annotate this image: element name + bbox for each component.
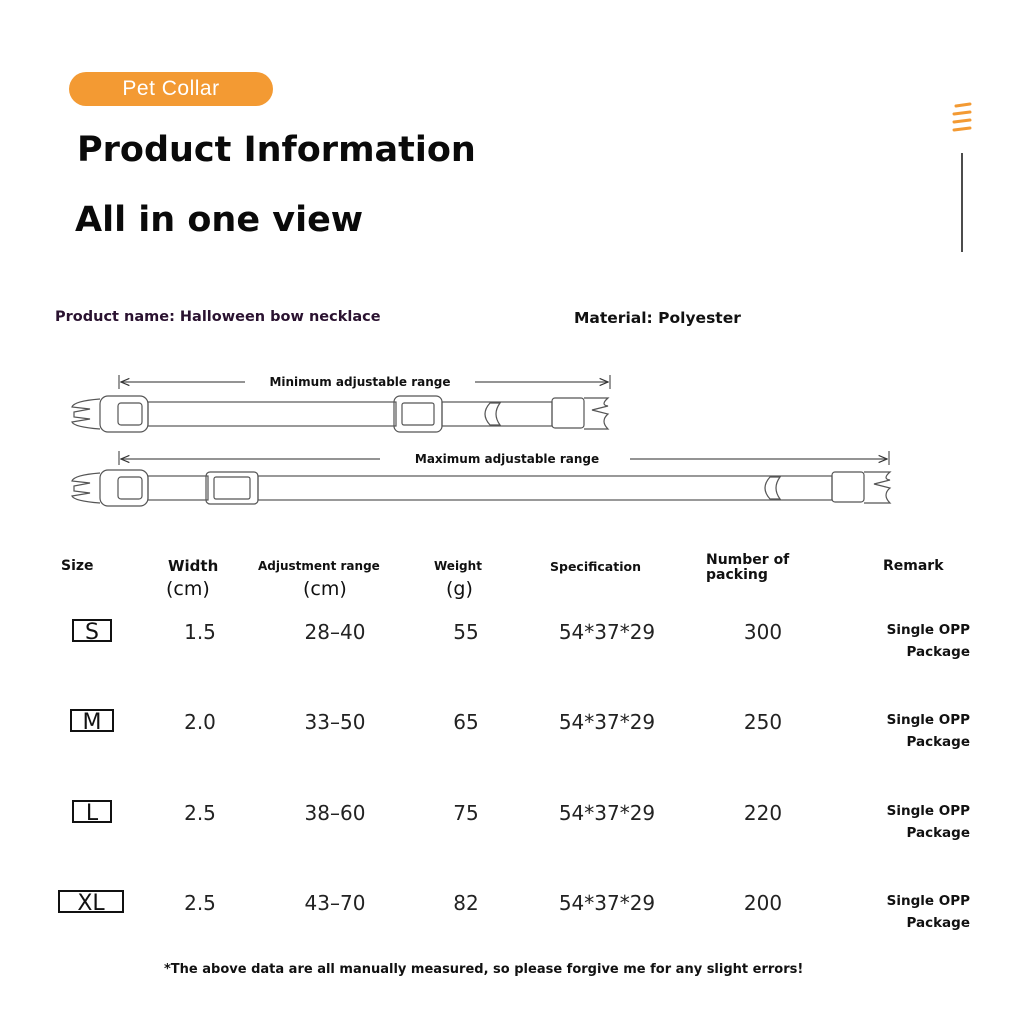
cell-spec: 54*37*29: [558, 891, 656, 915]
header-size: Size: [61, 558, 94, 574]
cell-range: 43–70: [304, 891, 366, 915]
size-badge: M: [70, 709, 114, 732]
cell-range: 38–60: [304, 801, 366, 825]
header-specification: Specification: [550, 559, 641, 574]
decorative-stripes-icon: [950, 100, 980, 260]
cell-range: 28–40: [304, 620, 366, 644]
size-badge: S: [72, 619, 112, 642]
size-badge: L: [72, 800, 112, 823]
header-adjustment: Adjustment range: [258, 559, 380, 573]
cell-weight: 82: [453, 891, 479, 915]
cell-width: 1.5: [184, 620, 216, 644]
cell-spec: 54*37*29: [558, 801, 656, 825]
measurement-note: *The above data are all manually measured, so please forgive me for any slight errors!: [164, 962, 804, 977]
cell-packing: 250: [743, 710, 783, 734]
cell-remark: Single OPP Package: [886, 712, 970, 750]
category-badge: Pet Collar: [69, 72, 273, 106]
cell-packing: 300: [743, 620, 783, 644]
max-range-label: Maximum adjustable range: [414, 452, 600, 466]
material: Material: Polyester: [574, 309, 741, 327]
size-badge: XL: [58, 890, 124, 913]
cell-spec: 54*37*29: [558, 620, 656, 644]
cell-width: 2.0: [184, 710, 216, 734]
header-weight: Weight: [434, 559, 482, 573]
cell-weight: 55: [453, 620, 479, 644]
header-width-unit: (cm): [166, 578, 210, 600]
header-remark: Remark: [883, 558, 944, 574]
cell-range: 33–50: [304, 710, 366, 734]
header-adjustment-unit: (cm): [303, 578, 347, 600]
cell-remark: Single OPP Package: [886, 893, 970, 931]
collar-range-diagram: [60, 365, 900, 515]
cell-spec: 54*37*29: [558, 710, 656, 734]
cell-remark: Single OPP Package: [886, 622, 970, 660]
cell-weight: 75: [453, 801, 479, 825]
page-subtitle: All in one view: [75, 200, 364, 240]
page-title: Product Information: [77, 130, 476, 170]
cell-weight: 65: [453, 710, 479, 734]
header-packing: Number of packing: [706, 552, 790, 583]
cell-packing: 200: [743, 891, 783, 915]
header-width: Width: [168, 557, 219, 575]
min-range-label: Minimum adjustable range: [269, 375, 451, 389]
cell-remark: Single OPP Package: [886, 803, 970, 841]
cell-width: 2.5: [184, 891, 216, 915]
header-weight-unit: (g): [446, 578, 473, 600]
product-name: Product name: Halloween bow necklace: [55, 309, 381, 325]
cell-packing: 220: [743, 801, 783, 825]
cell-width: 2.5: [184, 801, 216, 825]
